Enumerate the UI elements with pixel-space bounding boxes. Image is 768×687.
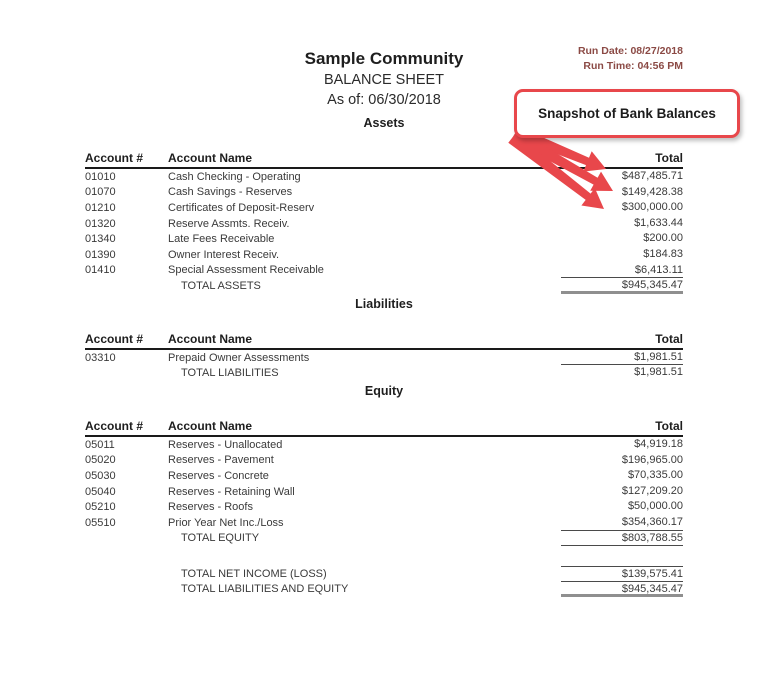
account-number-cell: 05210: [85, 501, 116, 514]
table-row: [85, 169, 683, 185]
account-number-cell: 01320: [85, 217, 116, 230]
column-header-account: Account #: [85, 151, 144, 165]
account-name-cell: Late Fees Receivable: [168, 233, 275, 246]
table-header-row: [85, 419, 683, 437]
total-cell: $200.00: [643, 232, 683, 245]
account-name-cell: Prior Year Net Inc./Loss: [168, 516, 284, 529]
account-name-cell: Reserves - Unallocated: [168, 438, 283, 451]
company-name: Sample Community: [304, 49, 464, 68]
section-title-equity: Equity: [364, 383, 404, 398]
account-name-cell: Reserves - Roofs: [168, 501, 253, 514]
account-number-cell: 05030: [85, 469, 116, 482]
column-header-total: Total: [655, 151, 683, 165]
total-label-cell: TOTAL EQUITY: [181, 532, 260, 545]
table-header-row: [85, 332, 683, 350]
column-header-total: Total: [655, 418, 683, 433]
total-cell: $354,360.17: [561, 515, 683, 531]
table-row: [85, 247, 683, 263]
account-name-cell: Reserve Assmts. Receiv.: [168, 217, 290, 230]
table-row: [85, 499, 683, 515]
table-row: [85, 484, 683, 500]
section-total-row: [85, 531, 683, 547]
column-header-total: Total: [655, 331, 683, 346]
section-assets: [85, 115, 683, 294]
account-number-cell: 05040: [85, 485, 116, 498]
account-number-cell: 01340: [85, 233, 116, 246]
account-name-cell: Owner Interest Receiv.: [168, 248, 280, 261]
table-row: [85, 453, 683, 469]
section-title-liabilities: Liabilities: [355, 296, 413, 311]
column-header-account: Account #: [85, 331, 144, 346]
grand-total-value: $139,575.41: [561, 566, 683, 582]
column-header-name: Account Name: [168, 331, 253, 346]
account-number-cell: 05020: [85, 454, 116, 467]
total-cell: $50,000.00: [627, 500, 683, 513]
column-header-account: Account #: [85, 418, 144, 433]
account-number-cell: 01070: [85, 186, 116, 199]
total-cell: $196,965.00: [621, 453, 683, 466]
account-name-cell: Cash Checking - Operating: [168, 170, 301, 183]
total-label-cell: TOTAL ASSETS: [181, 279, 261, 292]
column-header-name: Account Name: [168, 418, 253, 433]
grand-total-row: [85, 566, 683, 582]
report-sections: [85, 115, 683, 546]
column-header-name: Account Name: [168, 151, 253, 165]
account-name-cell: Certificates of Deposit-Reserv: [168, 201, 315, 214]
total-cell: $149,428.38: [621, 185, 683, 198]
account-name-cell: Reserves - Concrete: [168, 469, 269, 482]
run-date: Run Date: 08/27/2018: [577, 45, 683, 57]
total-cell: $300,000.00: [621, 201, 683, 214]
section-total-row: [85, 278, 683, 294]
grand-total-label: TOTAL LIABILITIES AND EQUITY: [181, 583, 349, 596]
account-name-cell: Cash Savings - Reserves: [168, 186, 293, 199]
table-row: [85, 231, 683, 247]
total-label-cell: TOTAL LIABILITIES: [181, 367, 279, 380]
total-value-cell: $1,981.51: [634, 366, 683, 379]
run-time: Run Time: 04:56 PM: [583, 60, 683, 72]
section-total-row: [85, 365, 683, 381]
grand-totals: [85, 566, 683, 597]
table-row: [85, 216, 683, 232]
account-number-cell: 01210: [85, 201, 116, 214]
grand-total-row: [85, 582, 683, 598]
total-value-cell: $803,788.55: [561, 531, 683, 547]
total-cell: $1,981.51: [561, 350, 683, 366]
total-cell: $4,919.18: [634, 437, 683, 450]
section-liabilities: [85, 296, 683, 381]
table-row: [85, 200, 683, 216]
table-header-row: [85, 151, 683, 169]
table-row: [85, 468, 683, 484]
total-cell: $6,413.11: [561, 263, 683, 279]
total-value-cell: $945,345.47: [561, 278, 683, 294]
account-number-cell: 01410: [85, 264, 116, 277]
total-cell: $127,209.20: [621, 484, 683, 497]
table-row: [85, 263, 683, 279]
callout-text: Snapshot of Bank Balances: [538, 106, 716, 121]
grand-total-label: TOTAL NET INCOME (LOSS): [181, 567, 327, 580]
account-name-cell: Special Assessment Receivable: [168, 264, 324, 277]
total-cell: $70,335.00: [627, 469, 683, 482]
table-row: [85, 515, 683, 531]
table-row: [85, 185, 683, 201]
account-number-cell: 01390: [85, 248, 116, 261]
account-number-cell: 05011: [85, 438, 115, 451]
account-name-cell: Reserves - Retaining Wall: [168, 485, 295, 498]
total-cell: $487,485.71: [621, 170, 683, 182]
run-info: [578, 44, 683, 74]
table-row: [85, 350, 683, 366]
section-title-assets: Assets: [363, 116, 405, 130]
section-equity: [85, 383, 683, 546]
grand-total-value: $945,345.47: [561, 582, 683, 598]
report-title: BALANCE SHEET: [323, 72, 445, 88]
account-number-cell: 05510: [85, 516, 116, 529]
account-name-cell: Prepaid Owner Assessments: [168, 351, 310, 364]
table-row: [85, 437, 683, 453]
snapshot-callout: [514, 89, 740, 138]
as-of-date: As of: 06/30/2018: [327, 92, 441, 108]
total-cell: $184.83: [643, 247, 683, 260]
total-cell: $1,633.44: [634, 216, 683, 229]
account-number-cell: 03310: [85, 351, 116, 364]
account-number-cell: 01010: [85, 170, 116, 183]
account-name-cell: Reserves - Pavement: [168, 454, 274, 467]
